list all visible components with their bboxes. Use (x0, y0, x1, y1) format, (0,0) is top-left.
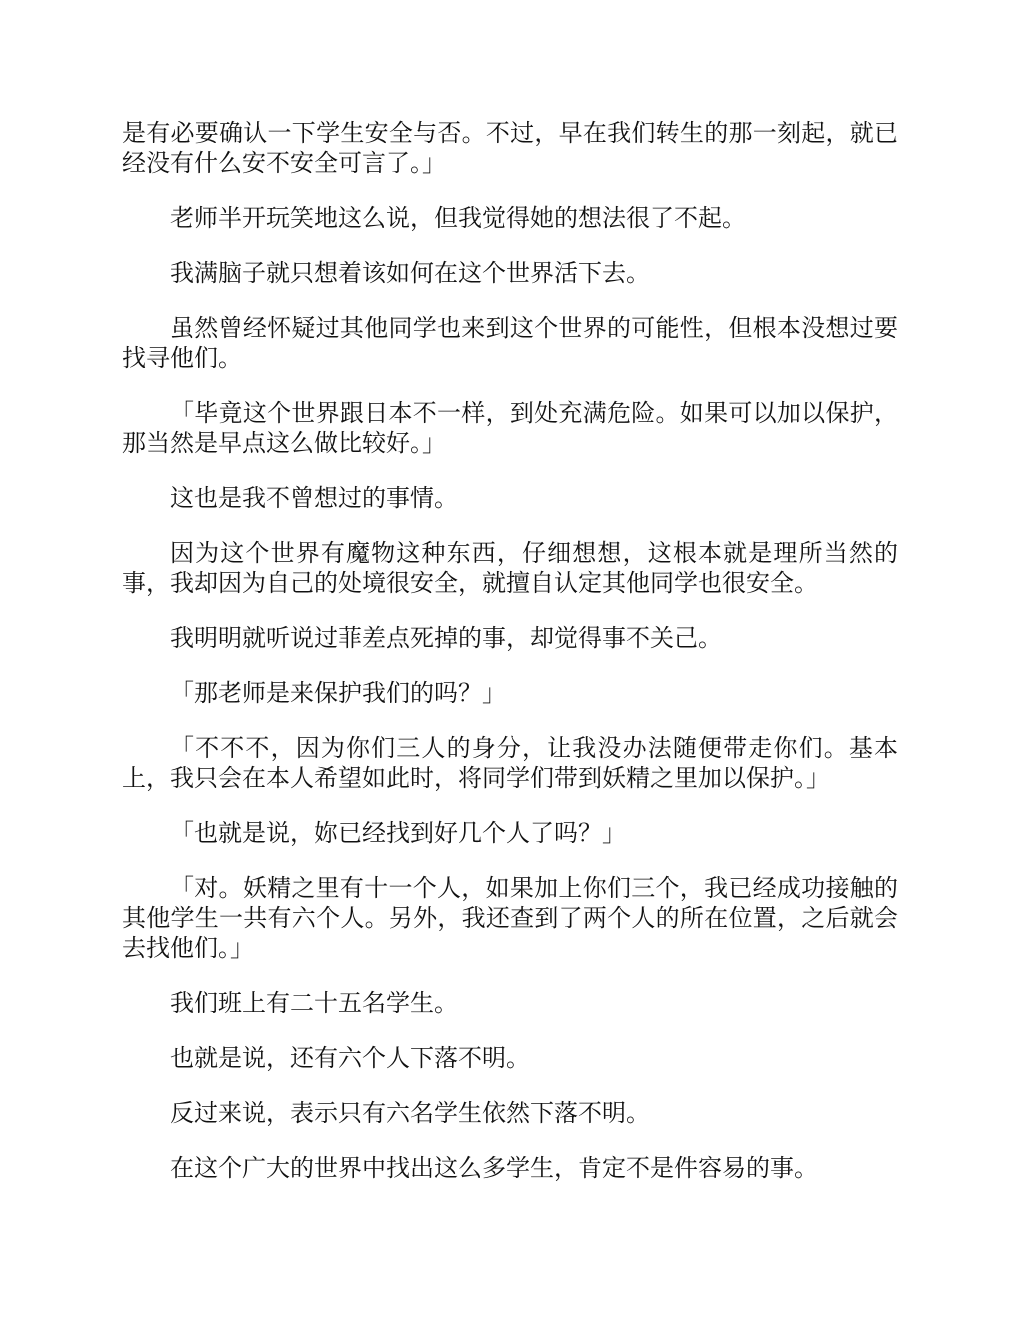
paragraph-5: 「毕竟这个世界跟日本不一样，到处充满危险。如果可以加以保护，那当然是早点这么做比较好。」 (122, 399, 898, 457)
paragraph-1: 是有必要确认一下学生安全与否。不过，早在我们转生的那一刻起，就已经没有什么安不安全可言了。」 (122, 119, 898, 177)
paragraph-14: 也就是说，还有六个人下落不明。 (170, 1044, 530, 1072)
paragraph-13: 我们班上有二十五名学生。 (170, 989, 458, 1017)
document-page (122, 118, 898, 1208)
paragraph-7: 因为这个世界有魔物这种东西，仔细想想，这根本就是理所当然的事，我却因为自己的处境很安全，就擅自认定其他同学也很安全。 (122, 539, 898, 597)
paragraph-11: 「也就是说，妳已经找到好几个人了吗？」 (170, 819, 626, 847)
paragraph-12: 「对。妖精之里有十一个人，如果加上你们三个，我已经成功接触的其他学生一共有六个人。另外，我还查到了两个人的所在位置，之后就会去找他们。」 (122, 874, 898, 962)
paragraph-9: 「那老师是来保护我们的吗？」 (170, 679, 506, 707)
paragraph-16: 在这个广大的世界中找出这么多学生，肯定不是件容易的事。 (170, 1154, 818, 1182)
paragraph-10: 「不不不，因为你们三人的身分，让我没办法随便带走你们。基本上，我只会在本人希望如此时，将同学们带到妖精之里加以保护。」 (122, 734, 898, 792)
paragraph-2: 老师半开玩笑地这么说，但我觉得她的想法很了不起。 (170, 204, 746, 232)
paragraph-3: 我满脑子就只想着该如何在这个世界活下去。 (170, 259, 650, 287)
paragraph-8: 我明明就听说过菲差点死掉的事，却觉得事不关己。 (170, 624, 722, 652)
paragraph-6: 这也是我不曾想过的事情。 (170, 484, 458, 512)
paragraph-15: 反过来说，表示只有六名学生依然下落不明。 (170, 1099, 650, 1127)
paragraph-4: 虽然曾经怀疑过其他同学也来到这个世界的可能性，但根本没想过要找寻他们。 (122, 314, 898, 372)
